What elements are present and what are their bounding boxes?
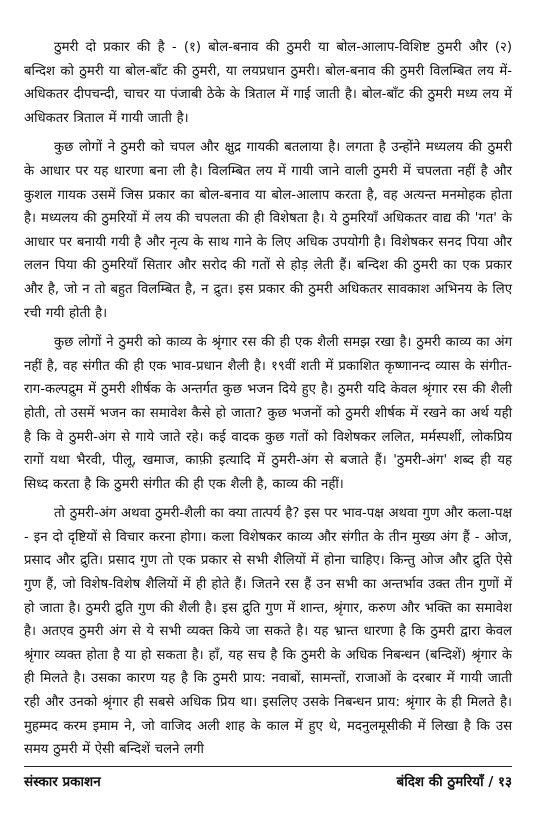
paragraph-2: कुछ लोगों ने ठुमरी को चपल और क्षुद्र गायकी बतलाया है। लगता है उन्होंने मध्यलय की ठुमरी के आधार पर यह धारणा बना ली है। विलम्बित लय में गायी जाने वाली ठुमरी में चपलता नहीं है और कुशल गायक उसमें जिस प्रकार का बोल-बनाव या बोल-आलाप करता है, वह अत्यन्त मनमोहक होता है। मध्यलय की ठुमरियों में लय की चपलता की ही विशेषता है। ये ठुमरियाँ अधिकतर वाद्य की 'गत' के आधार पर बनायी गयी है और नृत्य के साथ गाने के लिए अधिक उपयोगी है। विशेषकर सनद पिया और ललन पिया की ठुमरियाँ सितार और सरोद की गतों से होड़ लेती हैं। बन्दिश की ठुमरी का एक प्रकार और है, जो न तो बहुत विलम्बित है, न द्रुत। इस प्रकार की ठुमरी अधिकतर सावकाश अभिनय के लिए रची गयी होती है। [24,140,512,321]
page-footer [24,772,512,790]
footer-divider [24,766,512,767]
footer-book-title-page-number: बंदिश की ठुमरियाँ / १३ [396,774,512,790]
paragraph-3: कुछ लोगों ने ठुमरी को काव्य के श्रृंगार रस की ही एक शैली समझ रखा है। ठुमरी काव्य का अंग नहीं है, वह संगीत की ही एक भाव-प्रधान शैली है। १९वीं शती में प्रकाशित कृष्णानन्द व्यास के संगीत-राग-कल्पद्रुम में ठुमरी शीर्षक के अन्तर्गत कुछ भजन दिये हुए है। ठुमरी यदि केवल श्रृंगार रस की शैली होती, तो उसमें भजन का समावेश कैसे हो जाता? कुछ भजनों को ठुमरी शीर्षक में रखने का अर्थ यही है कि वे ठुमरी-अंग से गाये जाते रहे। कई वादक कुछ गतों को विशेषकर ललित, मर्मस्पर्शी, लोकप्रिय रागों यथा भैरवी, पीलू, खमाज, काफ़ी इत्यादि में ठुमरी-अंग से बजाते हैं। 'ठुमरी-अंग' शब्द ही यह सिध्द करता है कि ठुमरी संगीत की ही एक शैली है, काव्य की नहीं। [24,335,512,492]
footer-publisher: संस्कार प्रकाशन [24,774,101,790]
page-body [24,36,512,768]
paragraph-4: तो ठुमरी-अंग अथवा ठुमरी-शैली का क्या तात्पर्य है? इस पर भाव-पक्ष अथवा गुण और कला-पक्ष - इन दो दृष्टियों से विचार करना होगा। कला विशेषकर काव्य और संगीत के तीन मुख्य अंग हैं - ओज, प्रसाद और द्रुति। प्रसाद गुण तो एक प्रकार से सभी शैलियों में होना चाहिए। किन्तु ओज और द्रुति ऐसे गुण हैं, जो विशेष-विशेष शैलियों में ही होते हैं। जितने रस हैं उन सभी का अन्तर्भाव उक्त तीन गुणों में हो जाता है। ठुमरी द्रुति गुण की शैली है। इस द्रुति गुण में शान्त, श्रृंगार, करुण और भक्ति का समावेश है। अतएव ठुमरी अंग से ये सभी व्यक्त किये जा सकते है। यह भ्रान्त धारणा है कि ठुमरी द्वारा केवल श्रृंगार व्यक्त होता है या हो सकता है। हाँ, यह सच है कि ठुमरी के अधिक निबन्धन (बन्दिशें) श्रृंगार के ही मिलते है। उसका कारण यह है कि ठुमरी प्राय: नवाबों, सामन्तों, राजाओं के दरबार में गायी जाती रही और उनको श्रृंगार ही सबसे अधिक प्रिय था। इसलिए उसके निबन्धन प्राय: श्रृंगार के ही मिलते है। मुहम्मद करम इमाम ने, जो वाजिद अली शाह के काल में हुए थे, मदनुलमूसीकी में लिखा है कि उस समय ठुमरी में ऐसी बन्दिशें चलने लगी [24,506,512,758]
paragraph-1: ठुमरी दो प्रकार की है - (१) बोल-बनाव की ठुमरी या बोल-आलाप-विशिष्ट ठुमरी और (२) बन्दिश को ठुमरी या बोल-बाँट की ठुमरी, या लयप्रधान ठुमरी। बोल-बनाव की ठुमरी विलम्बित लय में- अधिकतर दीपचन्दी, चाचर या पंजाबी ठेके के त्रिताल में गाई जाती है। बोल-बाँट की ठुमरी मध्य लय में अधिकतर त्रिताल में गायी जाती है। [24,40,512,126]
